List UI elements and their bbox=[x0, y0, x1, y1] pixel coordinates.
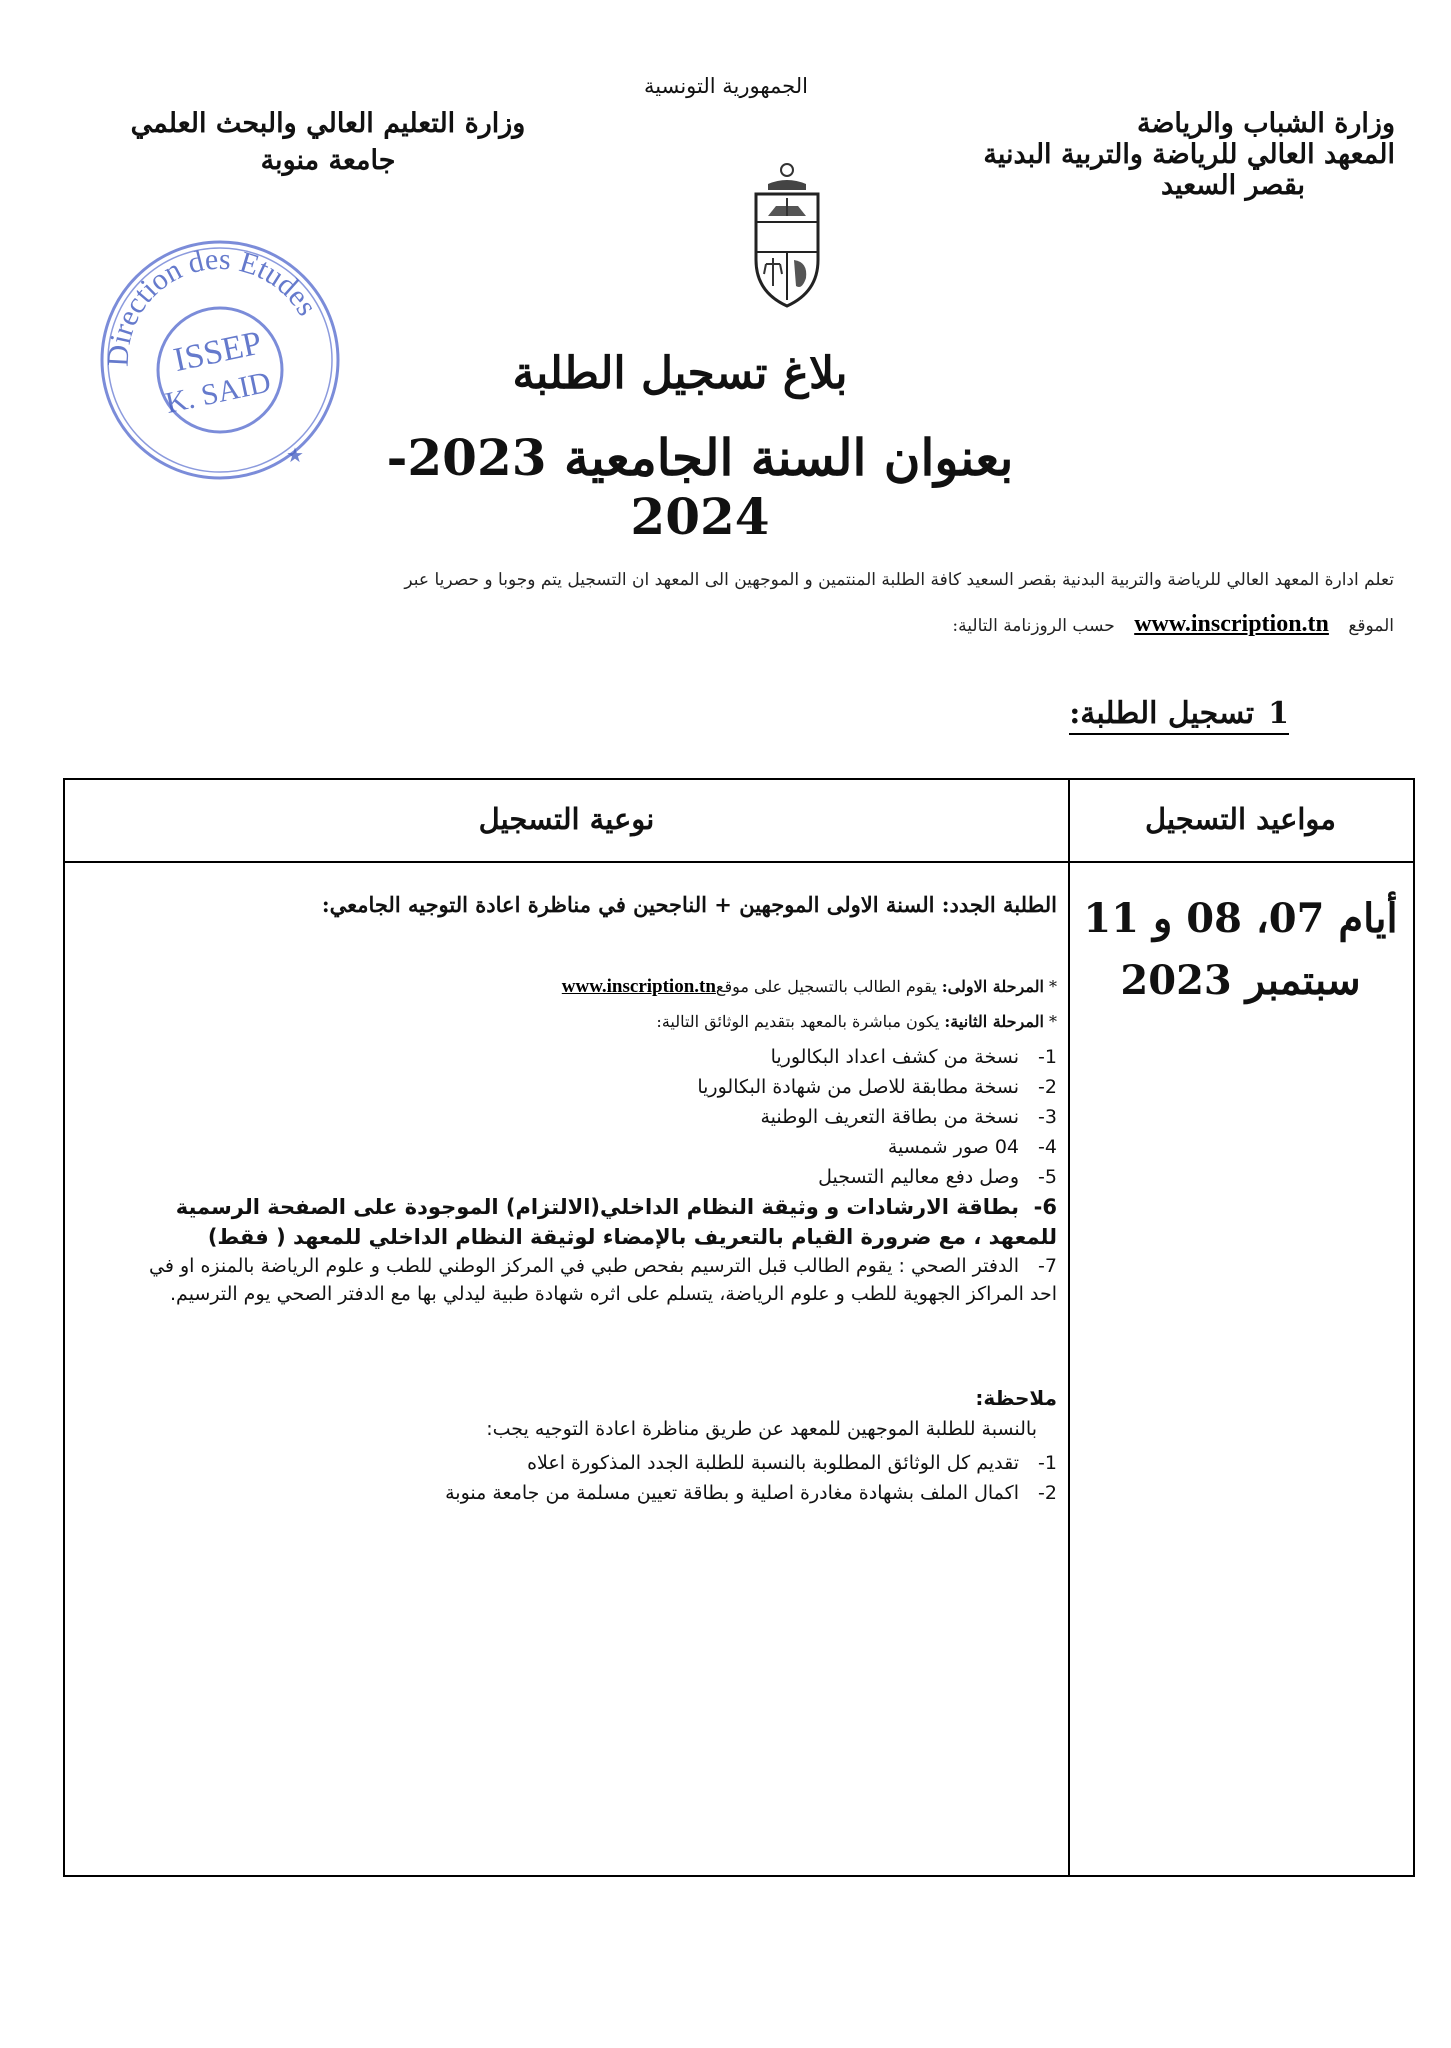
phase2-label: المرحلة الثانية: bbox=[944, 1012, 1044, 1031]
header-dates: مواعيد التسجيل bbox=[1145, 802, 1336, 836]
section-title: تسجيل الطلبة: bbox=[1069, 696, 1255, 731]
right-header-line3: بقصر السعيد bbox=[1160, 170, 1305, 202]
registration-dates bbox=[1070, 888, 1411, 1012]
list-item: 7-الدفتر الصحي : يقوم الطالب قبل الترسيم بفحص طبي في المركز الوطني للطب و علوم الرياضة بالمنزه او في احد المراكز الجهوية للطب و علوم الرياضة، يتسلم على اثره شهادة طبية ليدلي بها مع الدفتر الصحي يوم الترسيم. bbox=[149, 1255, 1057, 1305]
list-item: 1-تقديم كل الوثائق المطلوبة بالنسبة للطلبة الجدد المذكورة اعلاه bbox=[527, 1452, 1057, 1474]
direction-stamp bbox=[90, 230, 350, 490]
phase1-label: المرحلة الاولى: bbox=[941, 977, 1044, 996]
stamp-inner-line2: K. SAID bbox=[162, 365, 274, 420]
header-registration-type: نوعية التسجيل bbox=[478, 802, 655, 836]
list-item: 3-نسخة من بطاقة التعريف الوطنية bbox=[760, 1106, 1057, 1128]
phase1-bullet: * bbox=[1043, 977, 1057, 996]
stamp-inner-line1: ISSEP bbox=[170, 324, 266, 380]
left-header-line1: وزارة التعليم العالي والبحث العلمي bbox=[130, 108, 526, 139]
registration-table bbox=[63, 778, 1415, 1877]
intro-site-label: الموقع bbox=[1348, 616, 1394, 636]
right-header-line2: المعهد العالي للرياضة والتربية البدنية bbox=[983, 139, 1395, 171]
intro-line2 bbox=[154, 606, 1394, 644]
list-item: 2-اكمال الملف بشهادة مغادرة اصلية و بطاقة تعيين مسلمة من جامعة منوبة bbox=[445, 1482, 1057, 1504]
dates-month-year: سبتمبر 2023 bbox=[1120, 957, 1361, 1004]
documents-list bbox=[117, 1042, 1057, 1308]
section-number: 1 bbox=[1268, 696, 1289, 731]
ministry-youth-sports bbox=[875, 108, 1395, 201]
phase1-text: يقوم الطالب بالتسجيل على موقع bbox=[715, 977, 937, 996]
new-students-heading: الطلبة الجدد: السنة الاولى الموجهين + الناجحين في مناظرة اعادة التوجيه الجامعي: bbox=[321, 892, 1057, 917]
list-item: 5-وصل دفع معاليم التسجيل bbox=[818, 1166, 1057, 1188]
left-header-line2: جامعة منوبة bbox=[260, 145, 396, 177]
document-title: بلاغ تسجيل الطلبة bbox=[512, 348, 848, 399]
stamp-star-icon: ★ bbox=[286, 443, 304, 467]
academic-year-title: بعنوان السنة الجامعية 2023-2024 bbox=[386, 428, 1014, 546]
list-item: 1-نسخة من كشف اعداد البكالوريا bbox=[770, 1046, 1057, 1068]
ministry-higher-education bbox=[118, 108, 538, 176]
note-title: ملاحظة: bbox=[975, 1386, 1057, 1410]
inscription-link[interactable]: www.inscription.tn bbox=[1134, 611, 1329, 637]
section-heading bbox=[1069, 696, 1289, 735]
right-header-line1: وزارة الشباب والرياضة bbox=[1137, 108, 1395, 139]
intro-line1: تعلم ادارة المعهد العالي للرياضة والتربية البدنية بقصر السعيد كافة الطلبة المنتمين و الموجهين الى المعهد ان التسجيل يتم وجوبا و حصريا عبر bbox=[404, 570, 1394, 590]
dates-days: أيام 07، 08 و 11 bbox=[1083, 895, 1398, 942]
stamp-outer-text: Direction des Etudes bbox=[101, 242, 324, 368]
list-item: 4-04 صور شمسية bbox=[887, 1136, 1057, 1158]
list-item: 2-نسخة مطابقة للاصل من شهادة البكالوريا bbox=[697, 1076, 1057, 1098]
republic-label: الجمهورية التونسية bbox=[644, 74, 808, 98]
intro-calendar-text: حسب الروزنامة التالية: bbox=[952, 616, 1115, 636]
phase1-row bbox=[97, 976, 1057, 998]
phase2-text: يكون مباشرة بالمعهد بتقديم الوثائق التالية: bbox=[656, 1012, 940, 1031]
tunisia-coat-of-arms-icon bbox=[746, 160, 828, 310]
notes-list bbox=[117, 1448, 1057, 1508]
phase2-bullet: * bbox=[1043, 1012, 1057, 1031]
list-item: 6-بطاقة الارشادات و وثيقة النظام الداخلي(الالتزام) الموجودة على الصفحة الرسمية للمعهد ، مع ضرورة القيام بالتعريف بالإمضاء لوثيقة النظام الداخلي للمعهد ( فقط) bbox=[175, 1195, 1057, 1249]
table-header-divider bbox=[65, 861, 1413, 863]
note-intro: بالنسبة للطلبة الموجهين للمعهد عن طريق مناظرة اعادة التوجيه يجب: bbox=[486, 1418, 1037, 1440]
phase2-row bbox=[97, 1012, 1057, 1031]
phase1-link[interactable]: www.inscription.tn bbox=[561, 976, 716, 997]
